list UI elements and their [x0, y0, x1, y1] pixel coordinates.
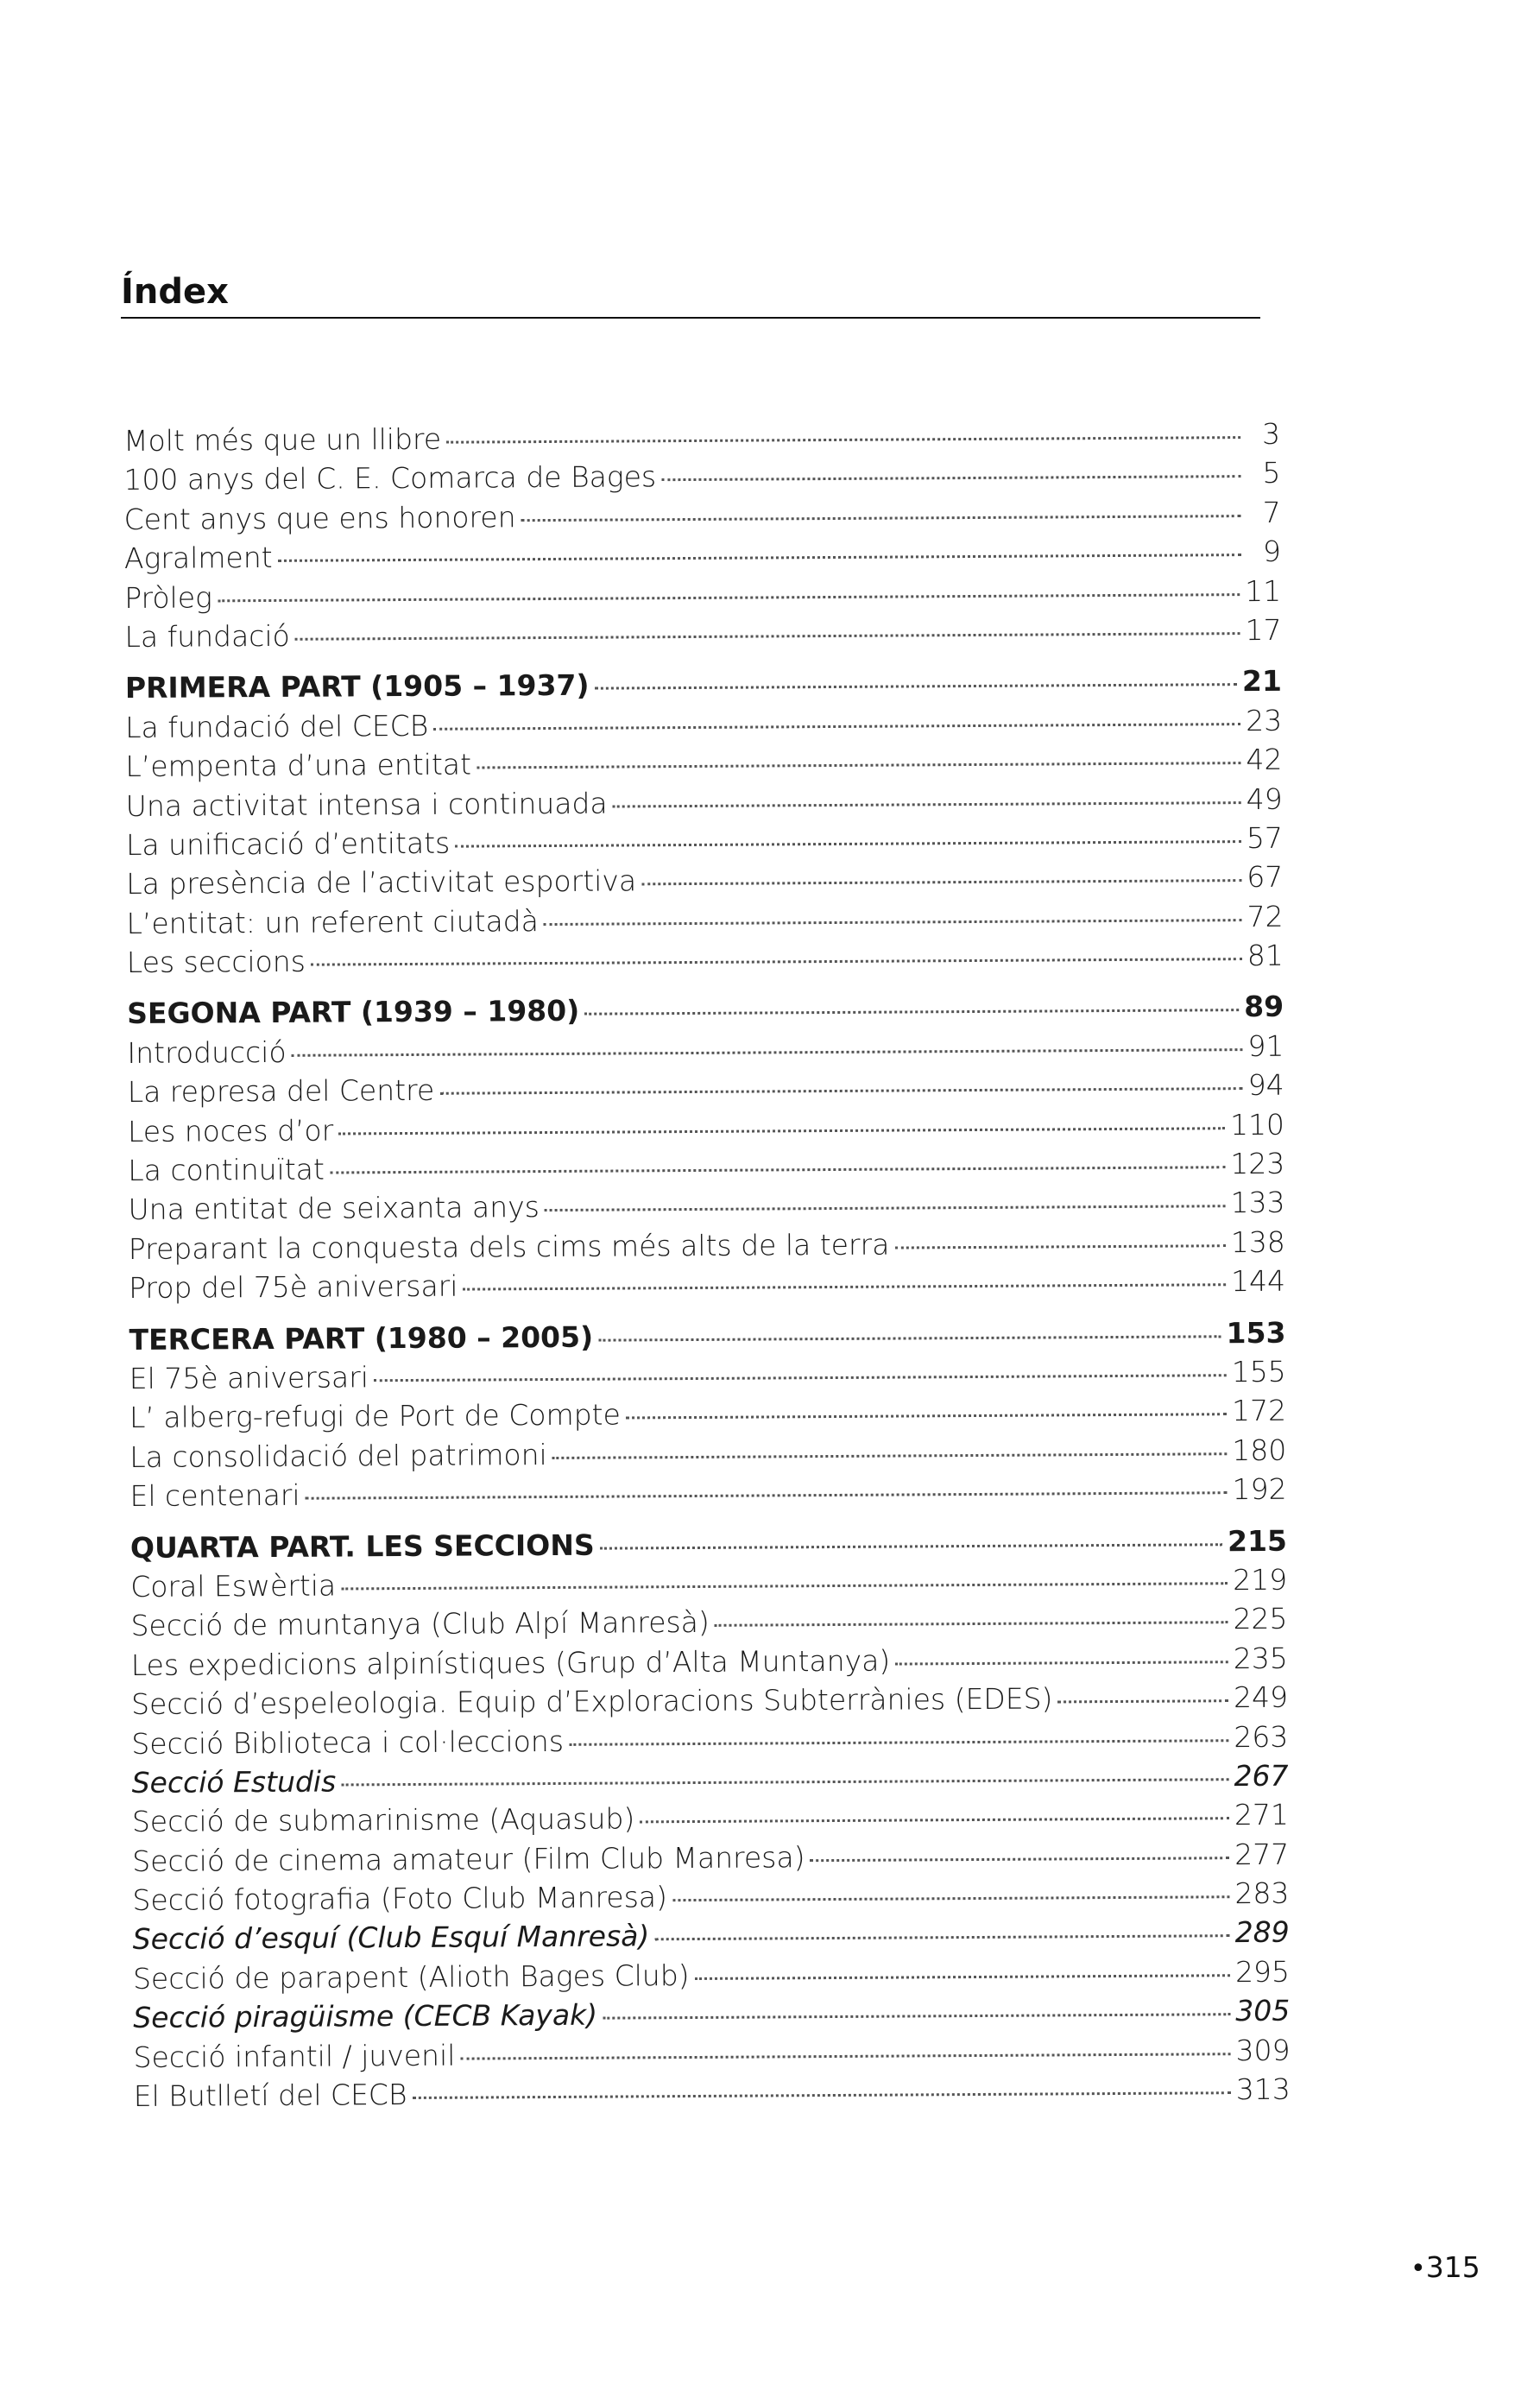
toc-section	[127, 987, 1285, 1307]
toc-entry-title: La fundació del CECB	[125, 708, 429, 744]
toc-entry	[128, 1144, 1284, 1191]
toc-entry-page: 155	[1231, 1354, 1286, 1389]
toc-entry	[126, 779, 1283, 826]
toc-entry	[123, 453, 1280, 500]
toc-part-page: 215	[1227, 1523, 1288, 1558]
dot-leader	[306, 1491, 1228, 1500]
toc-entry-title: L’empenta d’una entitat	[125, 747, 472, 784]
toc-entry-page: 133	[1230, 1186, 1285, 1220]
toc-entry-page: 295	[1234, 1954, 1291, 1990]
toc-entry-page: 81	[1247, 938, 1284, 973]
dot-leader	[584, 1009, 1239, 1016]
toc-entry-page: 9	[1262, 534, 1282, 569]
toc-entry-page: 91	[1247, 1028, 1284, 1063]
toc-entry	[129, 1391, 1286, 1438]
toc-entry	[129, 1223, 1285, 1269]
toc-entry	[133, 1991, 1290, 2038]
toc-entry	[128, 1104, 1284, 1151]
dot-leader	[374, 1374, 1227, 1382]
toc-entry-page: 67	[1247, 860, 1284, 895]
toc-entry-title: El Butlletí del CECB	[133, 2078, 407, 2113]
toc-entry-page: 219	[1233, 1562, 1288, 1597]
toc-entry	[126, 819, 1283, 865]
toc-entry-page: 110	[1229, 1107, 1285, 1142]
toc-entry	[129, 1352, 1286, 1399]
toc-entry	[123, 414, 1280, 461]
toc-part-heading	[129, 1313, 1285, 1359]
dot-leader	[895, 1661, 1228, 1665]
toc-entry-title: Secció piragüisme (CECB Kayak)	[133, 1997, 598, 2035]
toc-entry	[127, 936, 1284, 983]
dot-leader	[672, 1895, 1229, 1901]
toc-entry-title: Les seccions	[126, 944, 306, 980]
toc-entry	[134, 2070, 1291, 2116]
dot-leader	[341, 1778, 1228, 1786]
toc-entry-title: Les expedicions alpinístiques (Grup d’Alta Muntanya)	[130, 1643, 891, 1682]
toc-entry	[132, 1795, 1289, 1842]
toc-entry-title: Secció de muntanya (Club Alpí Manresà)	[130, 1605, 710, 1643]
toc-part-page: 153	[1226, 1315, 1286, 1350]
dot-leader	[330, 1166, 1225, 1174]
dot-leader	[569, 1739, 1228, 1746]
toc-part-title: PRIMERA PART (1905 – 1937)	[124, 668, 590, 705]
toc-entry-page: 180	[1232, 1433, 1287, 1467]
folio-page-number: 315	[1425, 2250, 1480, 2284]
toc-entry-page: 289	[1234, 1915, 1290, 1950]
page-title: Índex	[121, 272, 229, 312]
toc-entry	[124, 493, 1281, 540]
dot-leader	[455, 840, 1241, 848]
toc-entry-title: La fundació	[124, 618, 290, 654]
toc-entry-page: 94	[1247, 1068, 1284, 1103]
dot-leader	[446, 436, 1240, 444]
dot-leader	[460, 2053, 1230, 2059]
dot-leader	[295, 632, 1240, 641]
toc-entry-title: Secció de cinema amateur (Film Club Manresa)	[132, 1839, 805, 1878]
dot-leader	[641, 879, 1241, 885]
dot-leader	[552, 1452, 1228, 1459]
toc-entry-page: 49	[1246, 781, 1283, 816]
dot-leader	[1057, 1699, 1228, 1703]
toc-entry-page: 283	[1234, 1876, 1290, 1911]
dot-leader	[433, 723, 1240, 731]
title-rule	[121, 317, 1260, 319]
toc-entry-page: 3	[1261, 416, 1281, 451]
toc-entry-title: Agralment	[123, 541, 273, 576]
toc-entry	[127, 1027, 1284, 1073]
dot-leader	[595, 683, 1237, 690]
toc-entry-title: Secció d’espeleologia. Equip d’Exploracions Subterrànies (EDES)	[130, 1681, 1053, 1722]
toc-part-title: SEGONA PART (1939 – 1980)	[127, 994, 580, 1031]
toc-entry-title: L’entitat: un referent ciutadà	[126, 903, 540, 940]
toc-entry-title: La represa del Centre	[127, 1073, 435, 1110]
dot-leader	[341, 1582, 1228, 1590]
toc-entry-title: Una activitat intensa i continuada	[125, 786, 608, 823]
table-of-contents	[123, 414, 1291, 2129]
toc-part-page: 21	[1241, 664, 1282, 699]
toc-entry	[128, 1066, 1284, 1112]
toc-entry	[129, 1431, 1286, 1477]
toc-entry-title: 100 anys del C. E. Comarca de Bages	[123, 459, 657, 497]
toc-entry-title: Cent anys que ens honoren	[123, 500, 516, 536]
toc-entry-title: El 75è aniversari	[129, 1360, 369, 1395]
toc-entry-title: Secció infantil / juvenil	[133, 2038, 456, 2074]
toc-entry-title: Una entitat de seixanta anys	[128, 1190, 540, 1227]
toc-entry	[132, 1834, 1289, 1881]
toc-entry-page: 309	[1235, 2033, 1291, 2067]
toc-entry	[133, 2030, 1290, 2077]
toc-entry	[124, 532, 1281, 579]
toc-entry-page: 263	[1234, 1719, 1289, 1754]
toc-entry-title: La presència de l’activitat esportiva	[126, 864, 637, 901]
toc-entry-title: El centenari	[129, 1477, 300, 1514]
toc-part-title: QUARTA PART. LES SECCIONS	[129, 1528, 595, 1565]
toc-entry-page: 235	[1233, 1641, 1288, 1675]
toc-entry-page: 277	[1234, 1837, 1290, 1871]
toc-entry-title: La consolidació del patrimoni	[129, 1437, 547, 1474]
toc-entry	[129, 1262, 1285, 1308]
toc-section	[129, 1313, 1286, 1515]
toc-entry-page: 11	[1245, 573, 1282, 608]
toc-entry-title: La unificació d’entitats	[125, 826, 451, 862]
toc-entry-title: Preparant la conquesta dels cims més alts de la terra	[128, 1227, 890, 1266]
toc-part-page: 89	[1244, 990, 1284, 1024]
dot-leader	[413, 2091, 1231, 2099]
toc-entry-page: 23	[1246, 703, 1283, 737]
toc-entry-title: Secció fotografia (Foto Club Manresa)	[132, 1880, 668, 1918]
dot-leader	[715, 1622, 1228, 1628]
toc-entry	[133, 1913, 1290, 1959]
toc-entry-page: 225	[1233, 1602, 1288, 1636]
toc-entry-page: 17	[1245, 612, 1282, 648]
toc-entry	[129, 1470, 1286, 1516]
toc-entry-page: 172	[1231, 1394, 1287, 1428]
toc-entry-title: Coral Eswèrtia	[130, 1568, 337, 1604]
dot-leader	[603, 2013, 1230, 2019]
dot-leader	[338, 1127, 1225, 1135]
toc-entry	[131, 1639, 1288, 1686]
dot-leader	[521, 515, 1241, 522]
dot-leader	[278, 554, 1241, 562]
toc-entry-page: 249	[1233, 1680, 1289, 1715]
dot-leader	[695, 1974, 1230, 1980]
toc-section	[130, 1521, 1291, 2116]
toc-entry	[132, 1874, 1289, 1920]
toc-entry	[126, 857, 1283, 904]
toc-entry	[131, 1678, 1288, 1724]
toc-entry-title: Secció d’esquí (Club Esquí Manresà)	[132, 1919, 650, 1957]
toc-entry-page: 313	[1235, 2072, 1291, 2107]
toc-section	[125, 661, 1284, 982]
toc-entry-page: 305	[1235, 1994, 1291, 2028]
toc-entry-title: Secció Biblioteca i col·leccions	[131, 1724, 565, 1761]
toc-entry-title: Secció Estudis	[131, 1764, 337, 1800]
toc-entry	[125, 701, 1282, 748]
toc-section	[123, 414, 1282, 657]
dot-leader	[218, 593, 1240, 602]
dot-leader	[640, 1817, 1229, 1823]
toc-part-heading	[125, 661, 1282, 708]
toc-entry	[126, 896, 1283, 943]
folio	[1411, 2250, 1480, 2284]
toc-entry-page: 57	[1246, 820, 1284, 855]
dot-leader	[292, 1048, 1243, 1057]
toc-entry-title: Secció de submarinisme (Aquasub)	[131, 1801, 635, 1839]
toc-entry	[130, 1599, 1287, 1646]
toc-entry-title: Secció de parapent (Alioth Bages Club)	[132, 1958, 690, 1996]
toc-entry-title: Les noces d’or	[127, 1113, 334, 1148]
folio-bullet: •	[1411, 2254, 1426, 2284]
toc-entry	[124, 571, 1281, 617]
toc-entry	[131, 1717, 1288, 1763]
dot-leader	[894, 1244, 1225, 1249]
toc-entry-title: Pròleg	[124, 579, 213, 615]
dot-leader	[661, 475, 1240, 481]
toc-entry-page: 5	[1262, 456, 1281, 490]
dot-leader	[654, 1935, 1229, 1941]
toc-entry	[131, 1756, 1288, 1803]
dot-leader	[613, 801, 1241, 807]
toc-entry	[124, 610, 1281, 657]
toc-entry	[128, 1183, 1284, 1230]
toc-entry-page: 192	[1232, 1471, 1287, 1507]
toc-entry-page: 144	[1230, 1263, 1286, 1299]
toc-entry-title: La continuïtat	[128, 1152, 325, 1188]
toc-entry-page: 271	[1234, 1798, 1290, 1832]
dot-leader	[598, 1335, 1221, 1341]
toc-part-heading	[127, 987, 1284, 1034]
toc-entry	[133, 1952, 1290, 1999]
toc-entry-page: 72	[1247, 899, 1284, 933]
dot-leader	[600, 1543, 1222, 1549]
toc-entry-title: L’ alberg-refugi de Port de Compte	[129, 1397, 621, 1435]
toc-entry-title: Introducció	[127, 1034, 287, 1070]
dot-leader	[545, 1205, 1226, 1212]
dot-leader	[626, 1414, 1227, 1420]
toc-part-heading	[130, 1521, 1287, 1567]
toc-entry-page: 42	[1246, 742, 1283, 777]
toc-entry	[125, 740, 1282, 787]
toc-entry-title: Prop del 75è aniversari	[129, 1268, 458, 1306]
toc-entry-title: Molt més que un llibre	[123, 421, 442, 458]
dot-leader	[439, 1087, 1243, 1095]
toc-entry-page: 7	[1262, 495, 1281, 529]
dot-leader	[544, 919, 1242, 926]
toc-part-title: TERCERA PART (1980 – 2005)	[129, 1319, 594, 1357]
toc-entry-page: 138	[1230, 1224, 1285, 1259]
toc-entry-page: 267	[1234, 1758, 1289, 1793]
toc-entry-page: 123	[1230, 1146, 1285, 1181]
dot-leader	[811, 1857, 1230, 1862]
dot-leader	[477, 762, 1240, 769]
toc-entry	[130, 1560, 1287, 1607]
dot-leader	[463, 1283, 1226, 1290]
dot-leader	[311, 958, 1242, 966]
